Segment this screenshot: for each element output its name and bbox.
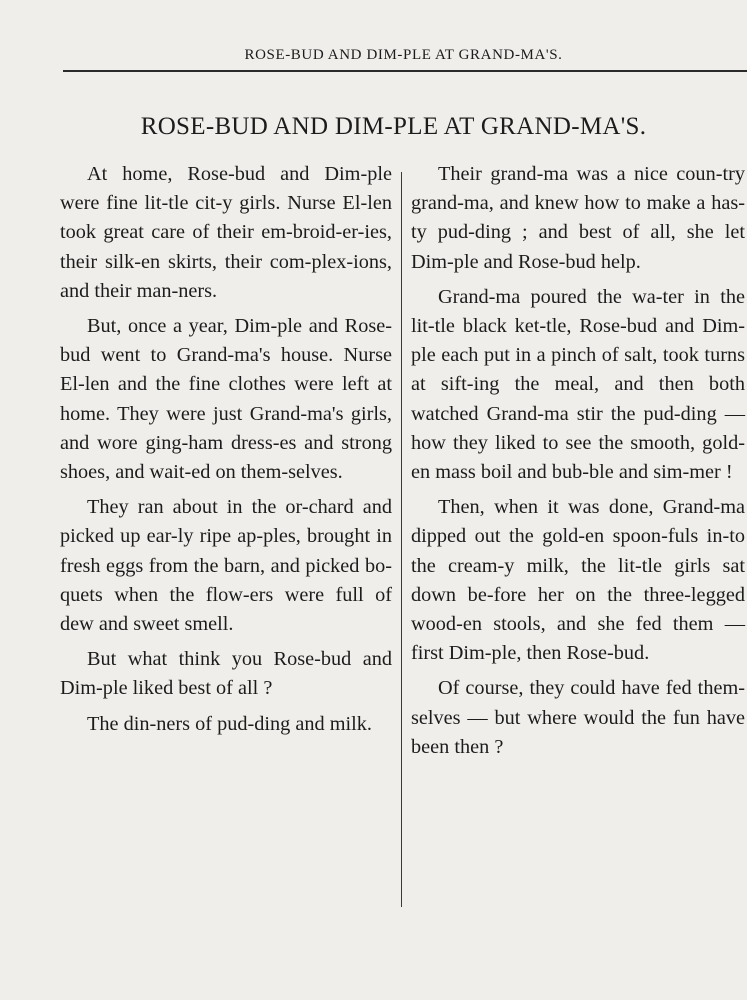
paragraph: The din-ners of pud-ding and milk. [87, 712, 373, 735]
right-column [411, 160, 745, 768]
paragraph: Their grand-ma was a nice coun-try grand-ma, and knew how to make a has-ty pud-ding ; and best of all, she let Dim-ple and Rose-bud help. [411, 163, 745, 273]
paragraph: Of course, they could have fed them-selves — but where would the fun have been then ? [411, 677, 745, 758]
paragraph: But what think you Rose-bud and Dim-ple liked best of all ? [60, 648, 392, 700]
column-divider [401, 172, 402, 907]
left-column [60, 160, 392, 745]
running-head: ROSE-BUD AND DIM-PLE AT GRAND-MA'S. [244, 47, 563, 63]
paragraph: They ran about in the or-chard and picked up ear-ly ripe ap-ples, brought in fresh eggs from the barn, and picked bo-quets when the flow-ers were full of dew and sweet smell. [60, 496, 392, 636]
paragraph: Grand-ma poured the wa-ter in the lit-tle black ket-tle, Rose-bud and Dim-ple each put in a pinch of salt, took turns at sift-ing the meal, and then both watched Grand-ma stir the pud-ding — how they liked to see the smooth, gold-en mass boil and bub-ble and sim-mer ! [411, 285, 745, 484]
paragraph: At home, Rose-bud and Dim-ple were fine lit-tle cit-y girls. Nurse El-len took great care of their em-broid-er-ies, their silk-en skirts, their com-plex-ions, and their man-ners. [60, 163, 392, 302]
paragraph: Then, when it was done, Grand-ma dipped out the gold-en spoon-fuls in-to the cream-y milk, the lit-tle girls sat down be-fore her on the three-legged wood-en stools, and she fed them — first Dim-ple, then Rose-bud. [411, 496, 745, 665]
header-rule [63, 70, 747, 72]
paragraph: But, once a year, Dim-ple and Rose-bud went to Grand-ma's house. Nurse El-len and the fine clothes were left at home. They were just Grand-ma's girls, and wore ging-ham dress-es and strong shoes, and wait-ed on them-selves. [60, 315, 392, 484]
story-title: ROSE-BUD AND DIM-PLE AT GRAND-MA'S. [140, 113, 647, 140]
